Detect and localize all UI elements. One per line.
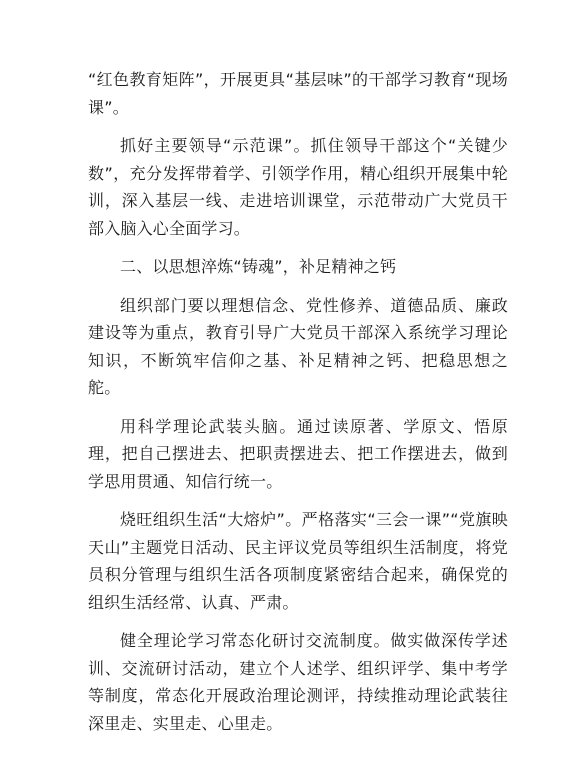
paragraph-organization-focus: 组织部门要以理想信念、党性修养、道德品质、廉政建设等为重点，教育引导广大党员干部深入系统学习理论知识，不断筑牢信仰之基、补足精神之钙、把稳思想之舵。 <box>88 295 508 397</box>
paragraph-continuation: “红色教育矩阵”，开展更具“基层味”的干部学习教育“现场课”。 <box>88 70 508 117</box>
paragraph-organizational-life: 烧旺组织生活“大熔炉”。严格落实“三会一课”“党旗映天山”主题党日活动、民主评议党员等组织生活制度，将党员积分管理与组织生活各项制度紧密结合起来，确保党的组织生活经常、认真、严肃。 <box>88 510 508 612</box>
document-body <box>88 66 508 748</box>
paragraph-leadership-demonstration: 抓好主要领导“示范课”。抓住领导干部这个“关键少数”，充分发挥带着学、引领学作用，精心组织开展集中轮训，深入基层一线、走进培训课堂，示范带动广大党员干部入脑入心全面学习。 <box>88 136 508 238</box>
paragraph-study-system: 健全理论学习常态化研讨交流制度。做实做深传学述训、交流研讨活动，建立个人述学、组织评学、集中考学等制度，常态化开展政治理论测评，持续推动理论武装往深里走、实里走、心里走。 <box>88 631 508 733</box>
paragraph-scientific-theory: 用科学理论武装头脑。通过读原著、学原文、悟原理，把自己摆进去、把职责摆进去、把工作摆进去，做到学思用贯通、知信行统一。 <box>88 416 508 491</box>
section-heading-two: 二、以思想淬炼“铸魂”，补足精神之钙 <box>120 257 397 276</box>
